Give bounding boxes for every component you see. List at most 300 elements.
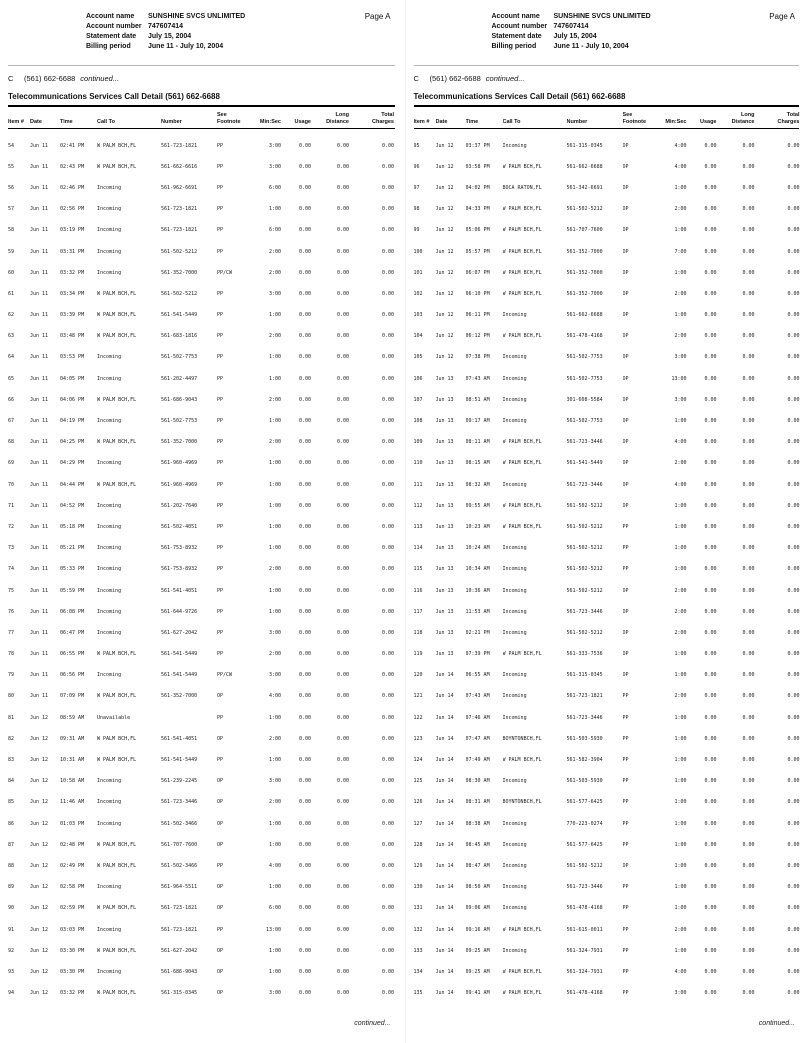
cell-total-charges: 0.00 bbox=[381, 375, 394, 382]
cell-date: Jun 12 bbox=[435, 227, 454, 234]
cell-total-charges: 0.00 bbox=[787, 566, 800, 573]
call-row bbox=[414, 474, 800, 495]
cell-date: Jun 12 bbox=[30, 841, 49, 848]
cell-number: 561-502-7753 bbox=[161, 418, 198, 425]
cell-total-charges: 0.00 bbox=[787, 312, 800, 319]
cell-date: Jun 12 bbox=[435, 290, 454, 297]
cell-long-distance: 0.00 bbox=[742, 799, 755, 806]
cell-min-sec: 2:00 bbox=[268, 439, 281, 446]
account-name-label: Account name bbox=[86, 13, 135, 20]
account-number-value: 747607414 bbox=[148, 23, 184, 30]
call-row bbox=[414, 749, 800, 770]
cell-call-to: W PALM BCH,FL bbox=[97, 396, 137, 403]
cell-date: Jun 14 bbox=[435, 884, 454, 891]
cell-total-charges: 0.00 bbox=[787, 545, 800, 552]
cell-usage: 0.00 bbox=[704, 184, 717, 191]
col-header-time: Time bbox=[60, 118, 73, 125]
cell-footnote: PP bbox=[622, 799, 629, 806]
cell-total-charges: 0.00 bbox=[787, 439, 800, 446]
cell-usage: 0.00 bbox=[704, 651, 717, 658]
cell-number: 561-502-5212 bbox=[566, 587, 603, 594]
cell-number: 561-478-4168 bbox=[566, 905, 603, 912]
table-header-row bbox=[414, 112, 800, 129]
cell-time: 08:32 AM bbox=[465, 481, 490, 488]
cell-min-sec: 6:00 bbox=[268, 184, 281, 191]
cell-min-sec: 6:00 bbox=[268, 227, 281, 234]
cell-time: 02:43 PM bbox=[60, 163, 85, 170]
cell-date: Jun 14 bbox=[435, 841, 454, 848]
cell-min-sec: 1:00 bbox=[674, 905, 687, 912]
cell-long-distance: 0.00 bbox=[336, 460, 349, 467]
cell-date: Jun 12 bbox=[30, 884, 49, 891]
cell-call-to: W PALM BCH,FL bbox=[502, 968, 542, 975]
cell-min-sec: 2:00 bbox=[674, 290, 687, 297]
cell-number: 561-502-5212 bbox=[161, 248, 198, 255]
cell-total-charges: 0.00 bbox=[381, 354, 394, 361]
cell-date: Jun 14 bbox=[435, 820, 454, 827]
cell-item: 78 bbox=[8, 651, 15, 658]
cell-usage: 0.00 bbox=[704, 757, 717, 764]
cell-usage: 0.00 bbox=[298, 227, 311, 234]
cell-usage: 0.00 bbox=[704, 608, 717, 615]
cell-number: 561-686-9043 bbox=[161, 396, 198, 403]
cell-min-sec: 3:00 bbox=[268, 990, 281, 997]
cell-long-distance: 0.00 bbox=[742, 757, 755, 764]
cell-usage: 0.00 bbox=[704, 312, 717, 319]
cell-item: 111 bbox=[413, 481, 423, 488]
cell-usage: 0.00 bbox=[704, 566, 717, 573]
cell-item: 87 bbox=[8, 841, 15, 848]
cell-min-sec: 1:00 bbox=[674, 947, 687, 954]
call-row bbox=[414, 199, 800, 220]
cell-time: 03:03 PM bbox=[60, 926, 85, 933]
section-continued-note: continued... bbox=[485, 74, 525, 83]
cell-footnote: PP/CW bbox=[217, 269, 233, 276]
cell-item: 84 bbox=[8, 778, 15, 785]
cell-usage: 0.00 bbox=[298, 290, 311, 297]
cell-footnote: PP bbox=[217, 248, 224, 255]
cell-call-to: W PALM BCH,FL bbox=[97, 651, 137, 658]
cell-time: 05:06 PM bbox=[465, 227, 490, 234]
cell-long-distance: 0.00 bbox=[742, 545, 755, 552]
continued-note: continued... bbox=[758, 1020, 795, 1027]
cell-min-sec: 2:00 bbox=[268, 799, 281, 806]
cell-long-distance: 0.00 bbox=[742, 227, 755, 234]
cell-footnote: OP bbox=[217, 990, 224, 997]
cell-number: 561-541-4051 bbox=[161, 587, 198, 594]
cell-total-charges: 0.00 bbox=[787, 396, 800, 403]
cell-usage: 0.00 bbox=[298, 884, 311, 891]
cell-time: 08:50 AM bbox=[465, 884, 490, 891]
cell-item: 74 bbox=[8, 566, 15, 573]
cell-total-charges: 0.00 bbox=[381, 947, 394, 954]
cell-number: 561-324-7931 bbox=[566, 947, 603, 954]
cell-footnote: PP bbox=[217, 460, 224, 467]
cell-long-distance: 0.00 bbox=[742, 608, 755, 615]
cell-min-sec: 7:00 bbox=[674, 248, 687, 255]
cell-total-charges: 0.00 bbox=[381, 545, 394, 552]
cell-number: 561-202-4497 bbox=[161, 375, 198, 382]
cell-min-sec: 1:00 bbox=[674, 884, 687, 891]
cell-min-sec: 1:00 bbox=[268, 841, 281, 848]
cell-number: 561-686-9043 bbox=[161, 968, 198, 975]
cell-item: 61 bbox=[8, 290, 15, 297]
cell-item: 121 bbox=[413, 693, 423, 700]
cell-number: 561-644-9726 bbox=[161, 608, 198, 615]
cell-number: 561-315-0345 bbox=[161, 990, 198, 997]
cell-usage: 0.00 bbox=[704, 820, 717, 827]
cell-usage: 0.00 bbox=[704, 693, 717, 700]
col-header-min-sec: Min:Sec bbox=[665, 118, 687, 125]
cell-total-charges: 0.00 bbox=[381, 651, 394, 658]
cell-usage: 0.00 bbox=[298, 947, 311, 954]
cell-date: Jun 11 bbox=[30, 672, 49, 679]
cell-long-distance: 0.00 bbox=[742, 460, 755, 467]
cell-long-distance: 0.00 bbox=[742, 990, 755, 997]
call-row bbox=[414, 622, 800, 643]
cell-time: 03:30 PM bbox=[60, 968, 85, 975]
continued-note: continued... bbox=[354, 1020, 391, 1027]
cell-long-distance: 0.00 bbox=[742, 820, 755, 827]
cell-long-distance: 0.00 bbox=[336, 354, 349, 361]
cell-usage: 0.00 bbox=[704, 778, 717, 785]
cell-call-to: Incoming bbox=[502, 778, 527, 785]
call-row bbox=[414, 644, 800, 665]
call-row bbox=[8, 898, 395, 919]
cell-item: 108 bbox=[413, 418, 423, 425]
cell-number: 561-662-6616 bbox=[161, 163, 198, 170]
call-row bbox=[8, 538, 395, 559]
cell-long-distance: 0.00 bbox=[336, 714, 349, 721]
cell-min-sec: 3:00 bbox=[674, 354, 687, 361]
cell-total-charges: 0.00 bbox=[381, 841, 394, 848]
cell-total-charges: 0.00 bbox=[381, 714, 394, 721]
cell-long-distance: 0.00 bbox=[336, 523, 349, 530]
cell-call-to: Incoming bbox=[97, 545, 122, 552]
cell-item: 57 bbox=[8, 206, 15, 213]
cell-usage: 0.00 bbox=[704, 947, 717, 954]
col-header-distance-line: Distance bbox=[326, 118, 349, 125]
cell-min-sec: 13:00 bbox=[265, 926, 281, 933]
cell-footnote: PP bbox=[217, 926, 224, 933]
cell-min-sec: 4:00 bbox=[674, 163, 687, 170]
cell-item: 85 bbox=[8, 799, 15, 806]
cell-min-sec: 1:00 bbox=[268, 968, 281, 975]
cell-call-to: W PALM BCH,FL bbox=[97, 841, 137, 848]
call-row bbox=[8, 410, 395, 431]
cell-item: 67 bbox=[8, 418, 15, 425]
cell-total-charges: 0.00 bbox=[787, 947, 800, 954]
cell-min-sec: 3:00 bbox=[268, 672, 281, 679]
cell-usage: 0.00 bbox=[298, 481, 311, 488]
cell-footnote: PP bbox=[217, 757, 224, 764]
cell-usage: 0.00 bbox=[704, 375, 717, 382]
call-row bbox=[8, 199, 395, 220]
call-row bbox=[8, 644, 395, 665]
cell-time: 07:39 PM bbox=[465, 651, 490, 658]
call-row bbox=[414, 707, 800, 728]
cell-footnote: PP bbox=[217, 481, 224, 488]
call-row bbox=[8, 665, 395, 686]
cell-total-charges: 0.00 bbox=[787, 163, 800, 170]
cell-date: Jun 12 bbox=[435, 333, 454, 340]
cell-long-distance: 0.00 bbox=[742, 354, 755, 361]
col-header-call-to: Call To bbox=[97, 118, 115, 125]
col-header-call-to: Call To bbox=[502, 118, 521, 125]
cell-total-charges: 0.00 bbox=[381, 481, 394, 488]
cell-call-to: W PALM BCH,FL bbox=[97, 312, 137, 319]
cell-time: 06:55 AM bbox=[465, 672, 490, 679]
cell-min-sec: 1:00 bbox=[674, 672, 687, 679]
cell-time: 03:19 PM bbox=[60, 227, 85, 234]
cell-min-sec: 1:00 bbox=[674, 418, 687, 425]
cell-item: 113 bbox=[413, 523, 423, 530]
cell-call-to: Incoming bbox=[97, 926, 122, 933]
call-row bbox=[8, 686, 395, 707]
cell-min-sec: 1:00 bbox=[268, 757, 281, 764]
billing-period-row bbox=[492, 42, 770, 52]
cell-total-charges: 0.00 bbox=[787, 206, 800, 213]
cell-item: 106 bbox=[413, 375, 423, 382]
cell-item: 86 bbox=[8, 820, 15, 827]
call-row bbox=[8, 220, 395, 241]
cell-usage: 0.00 bbox=[298, 629, 311, 636]
cell-call-to: Incoming bbox=[502, 884, 527, 891]
cell-total-charges: 0.00 bbox=[787, 926, 800, 933]
call-row bbox=[8, 453, 395, 474]
cell-date: Jun 13 bbox=[435, 375, 454, 382]
account-info-block bbox=[86, 12, 365, 52]
cell-usage: 0.00 bbox=[704, 290, 717, 297]
cell-date: Jun 11 bbox=[30, 396, 49, 403]
cell-min-sec: 1:00 bbox=[674, 523, 687, 530]
cell-date: Jun 11 bbox=[30, 651, 49, 658]
call-row bbox=[8, 432, 395, 453]
cell-item: 131 bbox=[413, 905, 423, 912]
cell-number: 561-723-3446 bbox=[566, 608, 603, 615]
cell-usage: 0.00 bbox=[298, 905, 311, 912]
cell-call-to: Incoming bbox=[502, 820, 527, 827]
col-header-long-distance bbox=[717, 112, 755, 125]
cell-footnote: PP bbox=[217, 418, 224, 425]
call-row bbox=[8, 262, 395, 283]
call-row bbox=[414, 877, 800, 898]
cell-usage: 0.00 bbox=[704, 206, 717, 213]
cell-time: 08:47 AM bbox=[465, 862, 490, 869]
cell-total-charges: 0.00 bbox=[381, 206, 394, 213]
cell-usage: 0.00 bbox=[298, 460, 311, 467]
cell-date: Jun 12 bbox=[30, 905, 49, 912]
cell-total-charges: 0.00 bbox=[381, 757, 394, 764]
cell-footnote: OP bbox=[622, 629, 629, 636]
cell-call-to: W PALM BCH,FL bbox=[502, 333, 542, 340]
cell-number: 561-723-1821 bbox=[161, 926, 198, 933]
cell-call-to: W PALM BCH,FL bbox=[502, 926, 542, 933]
cell-time: 08:11 AM bbox=[465, 439, 490, 446]
cell-number: 561-502-5212 bbox=[566, 862, 603, 869]
col-header-distance-line: Distance bbox=[731, 118, 755, 125]
cell-time: 09:41 AM bbox=[465, 990, 490, 997]
cell-min-sec: 1:00 bbox=[674, 862, 687, 869]
cell-number: 561-541-5449 bbox=[566, 460, 603, 467]
cell-number: 561-502-7753 bbox=[566, 375, 603, 382]
cell-footnote: OP bbox=[217, 735, 224, 742]
cell-time: 04:25 PM bbox=[60, 439, 85, 446]
cell-item: 99 bbox=[413, 227, 420, 234]
cell-min-sec: 3:00 bbox=[268, 163, 281, 170]
cell-time: 04:05 PM bbox=[60, 375, 85, 382]
call-detail-table bbox=[8, 135, 395, 1004]
cell-date: Jun 11 bbox=[30, 375, 49, 382]
account-number-row bbox=[86, 22, 365, 32]
cell-total-charges: 0.00 bbox=[381, 820, 394, 827]
cell-date: Jun 14 bbox=[435, 926, 454, 933]
cell-total-charges: 0.00 bbox=[381, 629, 394, 636]
cell-time: 05:18 PM bbox=[60, 523, 85, 530]
cell-time: 02:41 PM bbox=[60, 142, 85, 149]
cell-number: 561-753-8932 bbox=[161, 566, 198, 573]
call-row bbox=[414, 559, 800, 580]
call-row bbox=[8, 834, 395, 855]
cell-item: 109 bbox=[413, 439, 423, 446]
cell-min-sec: 1:00 bbox=[674, 502, 687, 509]
cell-call-to: Incoming bbox=[502, 566, 527, 573]
col-header-see-line: See bbox=[622, 112, 633, 118]
cell-call-to: Incoming bbox=[502, 629, 527, 636]
col-header-total-charges bbox=[755, 112, 800, 125]
cell-footnote: PP bbox=[217, 629, 224, 636]
cell-footnote: PP bbox=[217, 545, 224, 552]
cell-time: 09:17 AM bbox=[465, 418, 490, 425]
cell-call-to: Incoming bbox=[502, 841, 527, 848]
cell-long-distance: 0.00 bbox=[336, 608, 349, 615]
cell-footnote: PP bbox=[217, 227, 224, 234]
cell-number: 561-723-3446 bbox=[566, 481, 603, 488]
cell-total-charges: 0.00 bbox=[787, 269, 800, 276]
cell-item: 116 bbox=[413, 587, 423, 594]
cell-call-to: W PALM BCH,FL bbox=[97, 142, 137, 149]
cell-total-charges: 0.00 bbox=[381, 884, 394, 891]
account-number-label: Account number bbox=[86, 23, 142, 30]
call-row bbox=[8, 771, 395, 792]
cell-call-to: Incoming bbox=[502, 375, 527, 382]
cell-footnote: OP bbox=[217, 947, 224, 954]
cell-number: 561-502-5212 bbox=[566, 523, 603, 530]
cell-long-distance: 0.00 bbox=[336, 884, 349, 891]
cell-long-distance: 0.00 bbox=[742, 862, 755, 869]
call-row bbox=[8, 877, 395, 898]
cell-call-to: Incoming bbox=[502, 587, 527, 594]
cell-date: Jun 14 bbox=[435, 714, 454, 721]
cell-time: 08:45 AM bbox=[465, 841, 490, 848]
cell-footnote: OP bbox=[622, 142, 629, 149]
cell-item: 64 bbox=[8, 354, 15, 361]
cell-long-distance: 0.00 bbox=[742, 481, 755, 488]
cell-footnote: PP bbox=[217, 587, 224, 594]
account-name-value: SUNSHINE SVCS UNLIMITED bbox=[553, 13, 651, 20]
cell-number: 561-342-6691 bbox=[566, 184, 603, 191]
cell-long-distance: 0.00 bbox=[336, 545, 349, 552]
cell-footnote: PP bbox=[622, 566, 629, 573]
cell-call-to: W PALM BCH,FL bbox=[97, 290, 137, 297]
cell-item: 120 bbox=[413, 672, 423, 679]
cell-number: 561-352-7000 bbox=[161, 439, 198, 446]
cell-total-charges: 0.00 bbox=[787, 841, 800, 848]
cell-time: 08:15 AM bbox=[465, 460, 490, 467]
cell-footnote: OP bbox=[217, 820, 224, 827]
cell-footnote: PP bbox=[622, 735, 629, 742]
call-row bbox=[414, 813, 800, 834]
cell-call-to: Incoming bbox=[97, 269, 122, 276]
cell-footnote: PP bbox=[622, 884, 629, 891]
cell-usage: 0.00 bbox=[298, 968, 311, 975]
cell-item: 102 bbox=[413, 290, 423, 297]
cell-usage: 0.00 bbox=[704, 418, 717, 425]
cell-date: Jun 11 bbox=[30, 693, 49, 700]
cell-date: Jun 11 bbox=[30, 248, 49, 255]
billing-period-value: June 11 - July 10, 2004 bbox=[553, 43, 629, 50]
call-row bbox=[414, 262, 800, 283]
cell-number: 561-707-7600 bbox=[566, 227, 603, 234]
cell-total-charges: 0.00 bbox=[381, 142, 394, 149]
cell-min-sec: 1:00 bbox=[268, 375, 281, 382]
cell-total-charges: 0.00 bbox=[787, 820, 800, 827]
cell-number: 561-707-7600 bbox=[161, 841, 198, 848]
cell-item: 114 bbox=[413, 545, 423, 552]
cell-date: Jun 11 bbox=[30, 545, 49, 552]
cell-call-to: Incoming bbox=[97, 629, 122, 636]
cell-total-charges: 0.00 bbox=[787, 629, 800, 636]
call-row bbox=[414, 389, 800, 410]
cell-total-charges: 0.00 bbox=[381, 502, 394, 509]
cell-date: Jun 13 bbox=[435, 566, 454, 573]
call-row bbox=[414, 855, 800, 876]
cell-total-charges: 0.00 bbox=[381, 799, 394, 806]
cell-call-to: Incoming bbox=[502, 947, 527, 954]
cell-total-charges: 0.00 bbox=[787, 735, 800, 742]
cell-footnote: OP bbox=[622, 608, 629, 615]
cell-item: 82 bbox=[8, 735, 15, 742]
cell-total-charges: 0.00 bbox=[787, 354, 800, 361]
call-row bbox=[8, 283, 395, 304]
cell-call-to: BOYNTONBCH,FL bbox=[502, 799, 542, 806]
cell-usage: 0.00 bbox=[704, 926, 717, 933]
cell-total-charges: 0.00 bbox=[787, 227, 800, 234]
cell-long-distance: 0.00 bbox=[742, 947, 755, 954]
cell-number: 561-503-5930 bbox=[566, 778, 603, 785]
col-header-see-footnote bbox=[623, 112, 657, 125]
cell-number: 561-960-4969 bbox=[161, 460, 198, 467]
cell-number: 561-352-7000 bbox=[566, 248, 603, 255]
cell-long-distance: 0.00 bbox=[742, 651, 755, 658]
cell-time: 06:56 PM bbox=[60, 672, 85, 679]
cell-number: 561-502-5212 bbox=[566, 629, 603, 636]
cell-call-to: Incoming bbox=[97, 206, 122, 213]
call-row bbox=[414, 516, 800, 537]
cell-total-charges: 0.00 bbox=[381, 926, 394, 933]
cell-time: 04:02 PM bbox=[465, 184, 490, 191]
cell-number: 561-324-7931 bbox=[566, 968, 603, 975]
cell-total-charges: 0.00 bbox=[787, 799, 800, 806]
cell-footnote: PP bbox=[217, 502, 224, 509]
cell-time: 10:24 AM bbox=[465, 545, 490, 552]
cell-time: 04:44 PM bbox=[60, 481, 85, 488]
cell-time: 07:38 PM bbox=[465, 354, 490, 361]
cell-min-sec: 1:00 bbox=[268, 481, 281, 488]
cell-long-distance: 0.00 bbox=[336, 312, 349, 319]
call-detail-table bbox=[414, 135, 800, 1004]
cell-footnote: OP bbox=[622, 184, 629, 191]
